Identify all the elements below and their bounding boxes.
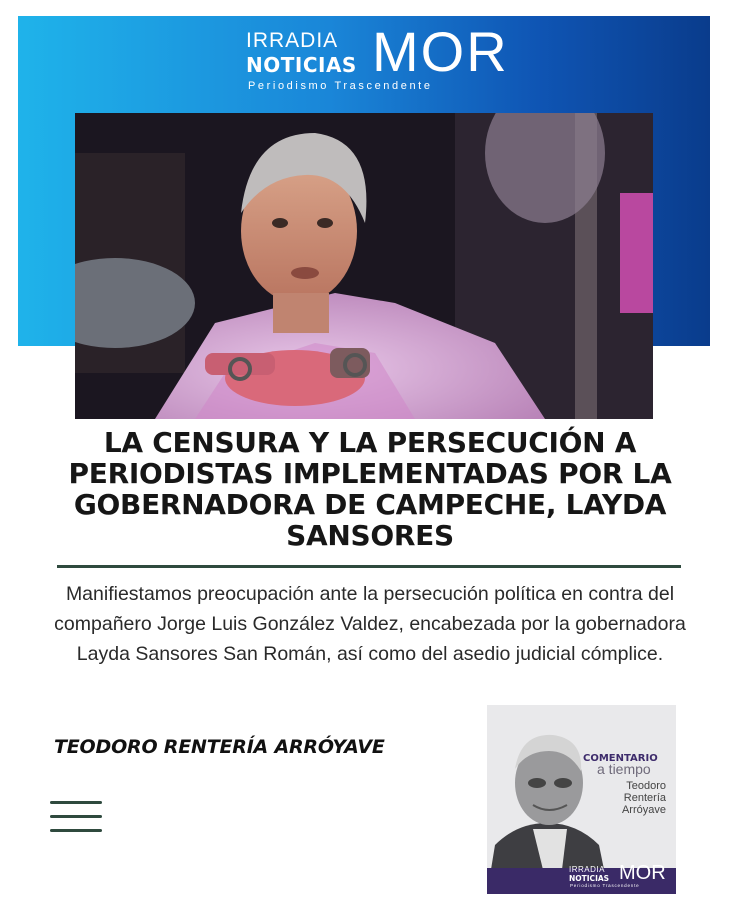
article-photo	[75, 113, 653, 419]
logo-tagline: Periodismo Trascendente	[248, 80, 433, 92]
logo-line-irradia: IRRADIA	[246, 29, 339, 52]
logo-line-noticias: NOTICIAS	[246, 53, 357, 77]
site-logo[interactable]	[244, 20, 509, 96]
headline-divider	[57, 565, 681, 568]
hamburger-menu-icon[interactable]	[50, 798, 104, 838]
menu-line	[50, 829, 102, 832]
column-card-logo-line2: NOTICIAS	[569, 874, 610, 883]
column-card-logo-brand: MOR	[619, 862, 666, 884]
menu-line	[50, 815, 102, 818]
column-card-name	[622, 780, 666, 816]
article-photo-illustration	[75, 113, 653, 419]
column-card-subtitle: a tiempo	[597, 761, 651, 777]
column-card-image[interactable]	[487, 705, 676, 894]
column-card-logo-line1: IRRADIA	[569, 865, 605, 874]
column-card-name-line: Teodoro	[626, 780, 666, 792]
column-card-logo	[569, 864, 669, 890]
article-headline[interactable]: LA CENSURA Y LA PERSECUCIÓN A PERIODISTAS IMPLEMENTADAS POR LA GOBERNADORA DE CAMPECHE, LAYDA SANSORES	[68, 426, 672, 552]
column-card-name-line: Arróyave	[621, 804, 666, 816]
menu-line	[50, 801, 102, 804]
logo-brand-mor: MOR	[372, 20, 509, 83]
article-summary: Manifiestamos preocupación ante la persecución política en contra del compañero Jorge Luis González Valdez, encabezada por la gobernadora Layda Sansores San Román, así como del asedio judicial cómplice.	[54, 583, 686, 665]
column-card-title: COMENTARIO	[583, 753, 658, 764]
column-card-logo-tagline: Periodismo Trascendente	[570, 883, 640, 888]
column-card-name-line: Rentería	[623, 792, 666, 804]
article-author[interactable]: TEODORO RENTERÍA ARRÓYAVE	[54, 736, 385, 758]
